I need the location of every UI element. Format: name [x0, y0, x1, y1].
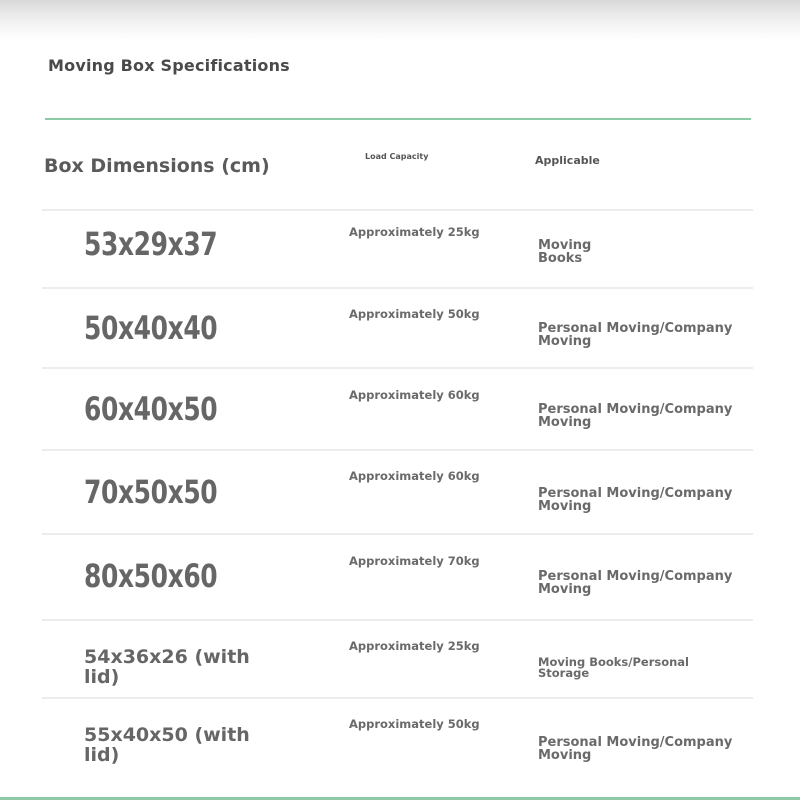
- table-row: [42, 287, 753, 369]
- row-load: Approximately 60kg: [349, 388, 480, 402]
- table-row: [42, 697, 753, 797]
- row-applicable: Personal Moving/Company Moving: [538, 321, 733, 349]
- row-applicable: Personal Moving/Company Moving: [538, 735, 733, 763]
- table-header: [0, 140, 800, 208]
- row-dimensions: 70x50x50: [84, 473, 218, 511]
- table-row: [42, 533, 753, 621]
- header-load-capacity: Load Capacity: [365, 152, 429, 161]
- header-dimensions: Box Dimensions (cm): [44, 155, 270, 177]
- row-dimensions: 53x29x37: [84, 225, 218, 263]
- table-row: [42, 209, 753, 289]
- row-load: Approximately 25kg: [349, 225, 480, 239]
- row-dimensions: 80x50x60: [84, 557, 218, 595]
- row-applicable: Personal Moving/Company Moving: [538, 569, 733, 597]
- row-load: Approximately 50kg: [349, 717, 480, 731]
- title-divider: [45, 118, 751, 120]
- row-load: Approximately 70kg: [349, 554, 480, 568]
- row-load: Approximately 50kg: [349, 307, 480, 321]
- row-dimensions: 50x40x40: [84, 309, 218, 347]
- table-row: [42, 619, 753, 699]
- page-title: Moving Box Specifications: [48, 56, 290, 75]
- row-applicable: Moving Books/Personal Storage: [538, 655, 689, 680]
- header-applicable: Applicable: [535, 154, 600, 167]
- row-applicable: Personal Moving/Company Moving: [538, 486, 733, 514]
- top-shade: [0, 0, 800, 40]
- row-dimensions: 55x40x50 (with lid): [84, 724, 250, 766]
- table-row: [42, 367, 753, 451]
- row-applicable: Moving Books: [538, 238, 592, 266]
- bottom-divider: [0, 797, 800, 800]
- row-load: Approximately 60kg: [349, 469, 480, 483]
- row-dimensions: 60x40x50: [84, 390, 218, 428]
- row-load: Approximately 25kg: [349, 639, 480, 653]
- table-row: [42, 449, 753, 535]
- row-applicable: Personal Moving/Company Moving: [538, 402, 733, 430]
- row-dimensions: 54x36x26 (with lid): [84, 646, 250, 688]
